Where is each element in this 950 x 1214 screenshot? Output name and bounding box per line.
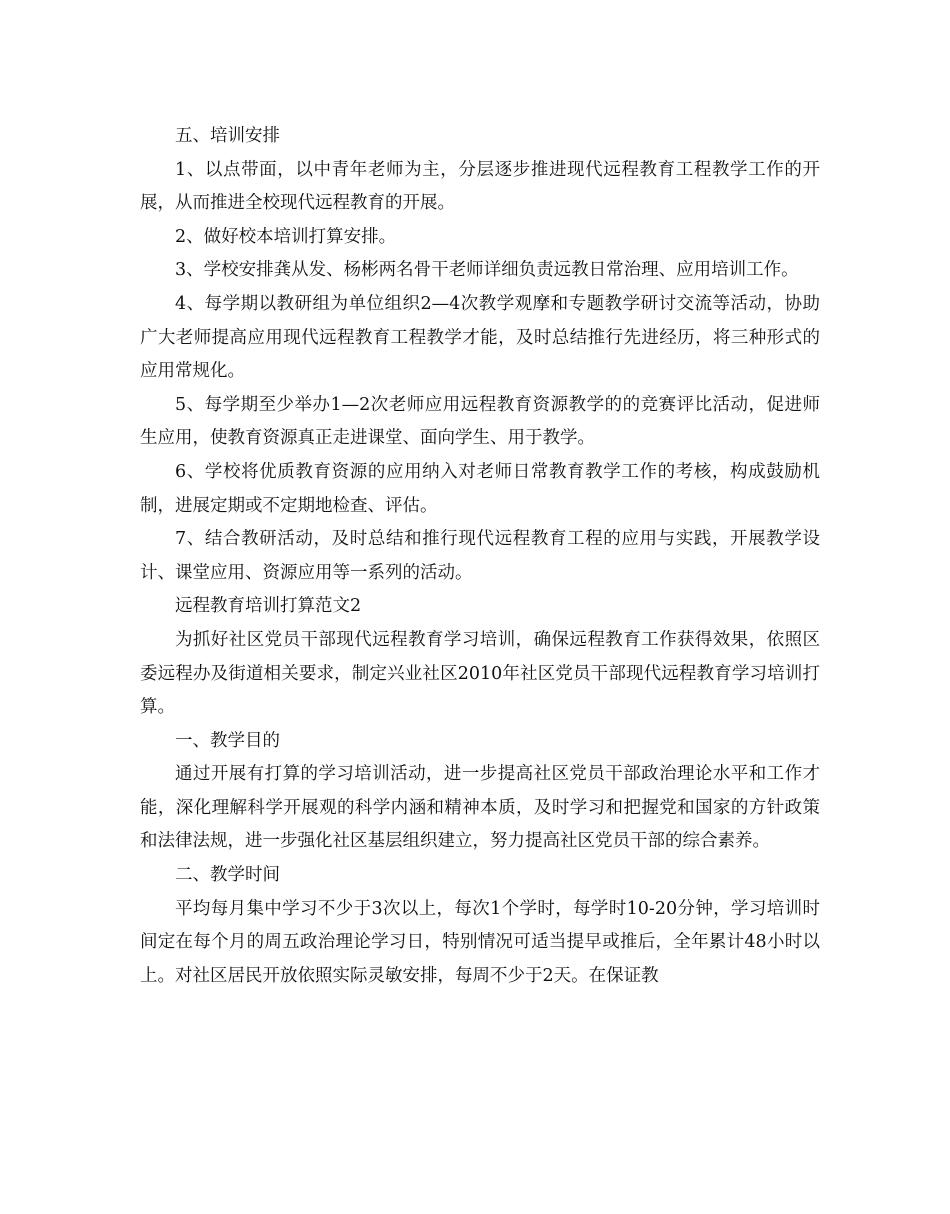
paragraph-intro: 为抓好社区党员干部现代远程教育学习培训，确保远程教育工作获得效果，依照区委远程办及街道相关要求，制定兴业社区2010年社区党员干部现代远程教育学习培训打算。 (140, 629, 820, 718)
paragraph-teaching-time: 平均每月集中学习不少于3次以上，每次1个学时，每学时10-20分钟，学习培训时间定在每个月的周五政治理论学习日，特别情况可适当提早或推后，全年累计48小时以上。对社区居民开放依照实际灵敏安排，每周不少于2天。在保证教 (140, 898, 820, 986)
document-body (140, 120, 820, 993)
paragraph-item-2: 2、做好校本培训打算安排。 (175, 226, 397, 247)
document-title-sample-2: 远程教育培训打算范文2 (175, 596, 362, 617)
paragraph-item-1: 1、以点带面，以中青年老师为主，分层逐步推进现代远程教育工程教学工作的开展，从而推进全校现代远程教育的开展。 (140, 159, 820, 214)
section-heading-teaching-purpose: 一、教学目的 (175, 730, 280, 751)
section-heading-training-arrangement: 五、培训安排 (175, 126, 280, 146)
section-heading-teaching-time: 二、教学时间 (175, 865, 280, 886)
paragraph-item-5: 5、每学期至少举办1—2次老师应用远程教育资源教学的的竞赛评比活动，促进师生应用，使教育资源真正走进课堂、面向学生、用于教学。 (140, 394, 820, 449)
paragraph-item-6: 6、学校将优质教育资源的应用纳入对老师日常教育教学工作的考核，构成鼓励机制，进展定期或不定期地检查、评估。 (140, 461, 820, 516)
paragraph-item-7: 7、结合教研活动，及时总结和推行现代远程教育工程的应用与实践，开展教学设计、课堂应用、资源应用等一系列的活动。 (140, 529, 820, 583)
paragraph-item-4: 4、每学期以教研组为单位组织2—4次教学观摩和专题教学研讨交流等活动，协助广大老师提高应用现代远程教育工程教学才能，及时总结推行先进经历，将三种形式的应用常规化。 (140, 293, 820, 382)
paragraph-item-3: 3、学校安排龚从发、杨彬两名骨干老师详细负责远教日常治理、应用培训工作。 (175, 260, 799, 281)
paragraph-teaching-purpose: 通过开展有打算的学习培训活动，进一步提高社区党员干部政治理论水平和工作才能，深化理解科学开展观的科学内涵和精神本质，及时学习和把握党和国家的方针政策和法律法规，进一步强化社区基层组织建立，努力提高社区党员干部的综合素养。 (140, 764, 820, 852)
